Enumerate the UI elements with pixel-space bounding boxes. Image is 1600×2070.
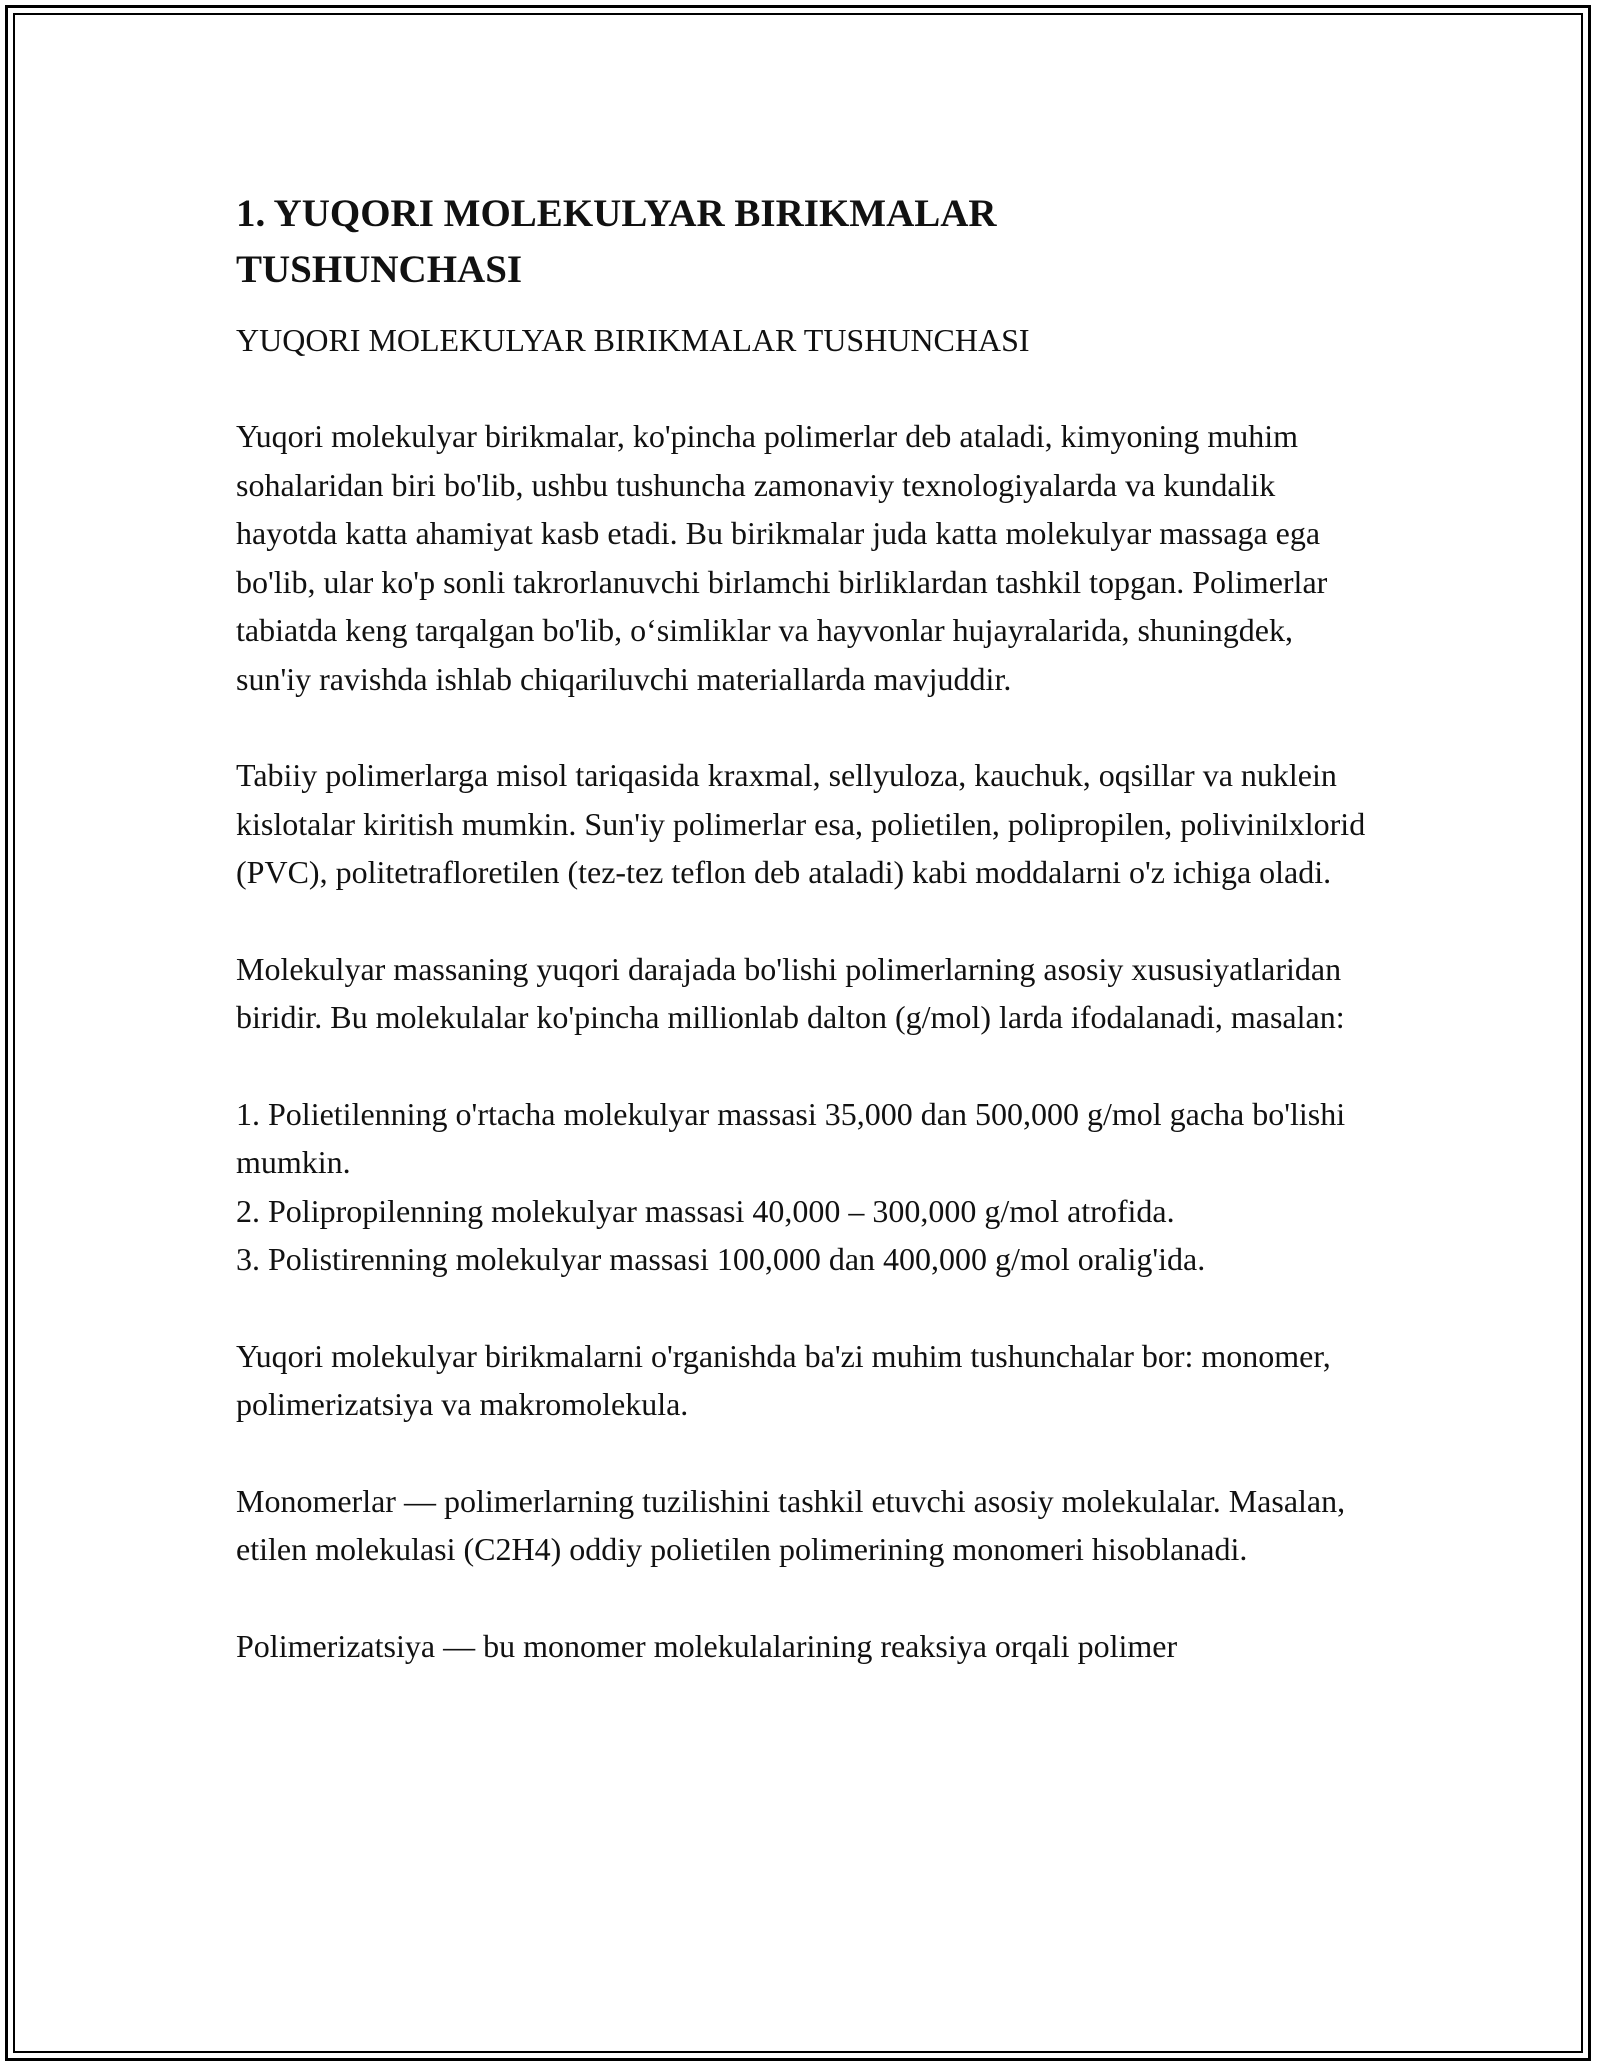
paragraph: Polimerizatsiya — bu monomer molekulalarining reaksiya orqali polimer: [236, 1627, 1178, 1664]
page-title-line-2: TUSHUNCHASI: [236, 248, 523, 291]
document-body: [236, 186, 1376, 1670]
page-title: [236, 186, 1376, 298]
list-item: 2. Polipropilenning molekulyar massasi 40,000 – 300,000 g/mol atrofida.: [236, 1192, 1175, 1229]
paragraph: Yuqori molekulyar birikmalarni o'rganishda ba'zi muhim tushunchalar bor: monomer, polimerizatsiya va makromolekula.: [236, 1337, 1331, 1422]
paragraph: Tabiiy polimerlarga misol tariqasida kraxmal, sellyuloza, kauchuk, oqsillar va nuklein kislotalar kiritish mumkin. Sun'iy polimerlar esa, polietilen, polipropilen, polivinilxlorid (PVC), politetrafloretilen (tez-tez teflon deb ataladi) kabi moddalarni o'z ichiga oladi.: [236, 757, 1366, 890]
paragraph: Yuqori molekulyar birikmalar, ko'pincha polimerlar deb ataladi, kimyoning muhim sohalaridan biri bo'lib, ushbu tushuncha zamonaviy texnologiyalarda va kundalik hayotda katta ahamiyat kasb etadi. Bu birikmalar juda katta molekulyar massaga ega bo'lib, ular ko'p sonli takrorlanuvchi birlamchi birliklardan tashkil topgan. Polimerlar tabiatda keng tarqalgan bo'lib, o‘simliklar va hayvonlar hujayralarida, shuningdek, sun'iy ravishda ishlab chiqariluvchi materiallarda mavjuddir.: [236, 418, 1328, 697]
paragraph: Monomerlar — polimerlarning tuzilishini tashkil etuvchi asosiy molekulalar. Masalan, etilen molekulasi (C2H4) oddiy polietilen polimerining monomeri hisoblanadi.: [236, 1482, 1346, 1567]
section-subtitle: YUQORI MOLEKULYAR BIRIKMALAR TUSHUNCHASI: [236, 322, 1030, 358]
list-item: 3. Polistirenning molekulyar massasi 100,000 dan 400,000 g/mol oralig'ida.: [236, 1241, 1206, 1277]
page-title-line-1: 1. YUQORI MOLEKULYAR BIRIKMALAR: [236, 192, 997, 235]
paragraph: Molekulyar massaning yuqori darajada bo'lishi polimerlarning asosiy xususiyatlaridan biridir. Bu molekulalar ko'pincha millionlab dalton (g/mol) larda ifodalanadi, masalan:: [236, 950, 1345, 1035]
molecular-mass-list: [236, 1090, 1376, 1284]
list-item: 1. Polietilenning o'rtacha molekulyar massasi 35,000 dan 500,000 g/mol gacha bo'lishi mumkin.: [236, 1095, 1346, 1180]
